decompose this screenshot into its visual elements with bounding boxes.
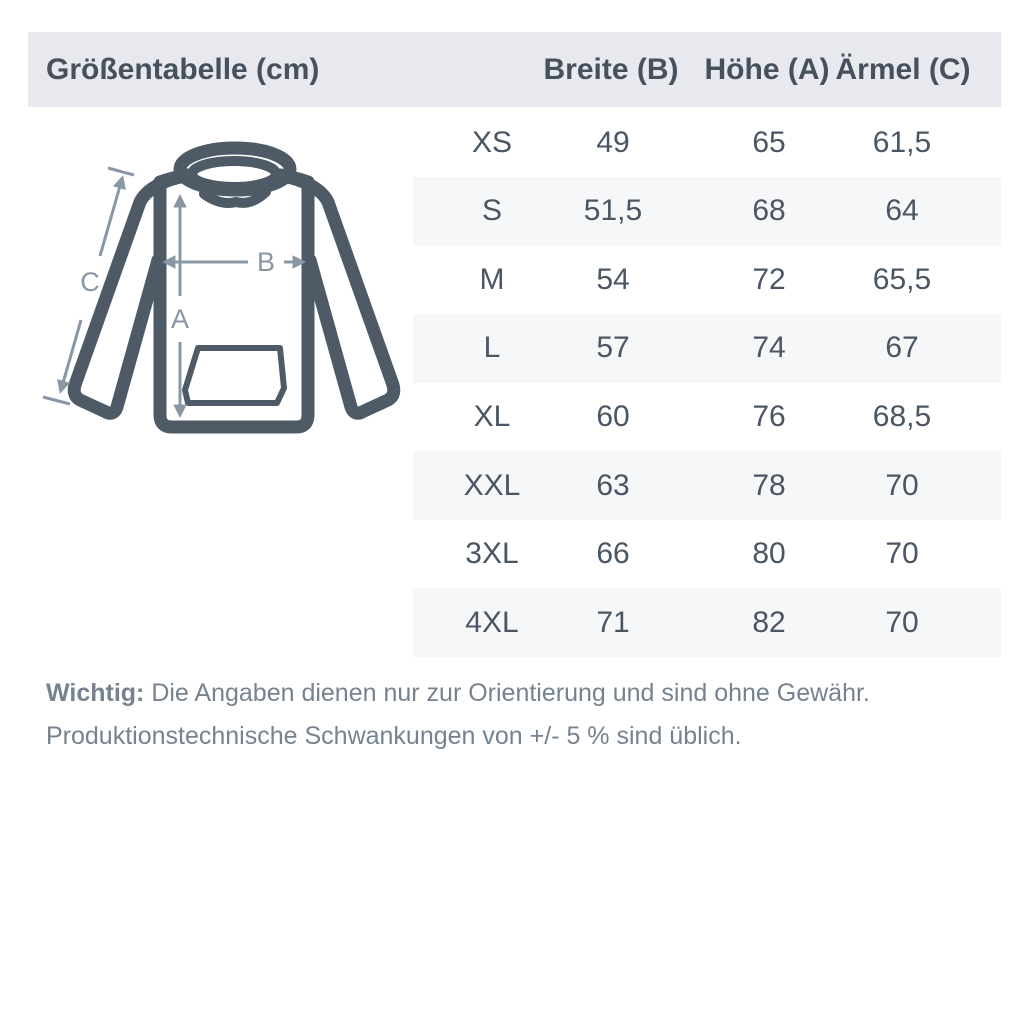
label-C: C (80, 267, 100, 297)
label-A: A (170, 304, 190, 334)
value-cell: 64 (885, 194, 919, 228)
disclaimer-text: Die Angaben dienen nur zur Orientierung und sind ohne Gewähr. Produktionstechnische Schwankungen von +/- 5 % sind üblich. (46, 679, 870, 750)
hoodie-diagram (40, 118, 420, 458)
size-row-3xl (413, 520, 1001, 589)
hoodie-sleeve-right (282, 176, 394, 413)
size-row-xs (413, 108, 1001, 177)
size-label: S (481, 194, 503, 228)
value-cell: 67 (885, 331, 919, 365)
value-cell: 80 (752, 537, 786, 571)
tick-C-bottom (43, 397, 70, 404)
value-cell: 74 (752, 331, 786, 365)
value-cell: 76 (752, 399, 786, 433)
value-cell: 71 (596, 605, 630, 639)
column-header-hoehe: Höhe (A) (704, 52, 830, 86)
size-label: XS (471, 125, 513, 159)
value-cell: 54 (596, 262, 630, 296)
table-header-band (28, 32, 1001, 107)
size-row-m (413, 245, 1001, 314)
value-cell: 72 (752, 262, 786, 296)
disclaimer-note (46, 672, 961, 758)
column-header-breite: Breite (B) (543, 52, 679, 86)
value-cell: 65,5 (872, 262, 932, 296)
value-cell: 51,5 (583, 194, 643, 228)
hoodie-outline (74, 148, 394, 427)
size-label: XXL (463, 468, 521, 502)
value-cell: 49 (596, 125, 630, 159)
value-cell: 68,5 (872, 399, 932, 433)
value-cell: 66 (596, 537, 630, 571)
column-header-aermel: Ärmel (C) (835, 52, 971, 86)
size-row-xl (413, 382, 1001, 451)
value-cell: 63 (596, 468, 630, 502)
tick-C-top (108, 168, 134, 175)
value-cell: 68 (752, 194, 786, 228)
value-cell: 70 (885, 605, 919, 639)
disclaimer-label: Wichtig: (46, 679, 145, 707)
value-cell: 65 (752, 125, 786, 159)
value-cell: 82 (752, 605, 786, 639)
size-row-s (413, 177, 1001, 246)
size-label: L (483, 331, 501, 365)
value-cell: 70 (885, 468, 919, 502)
size-label: 4XL (465, 605, 519, 639)
value-cell: 60 (596, 399, 630, 433)
hoodie-pocket (185, 348, 284, 403)
label-B: B (256, 247, 276, 277)
value-cell: 78 (752, 468, 786, 502)
size-row-4xl (413, 588, 1001, 657)
hood-inner-ring (192, 161, 276, 187)
page-title: Größentabelle (cm) (46, 52, 320, 86)
size-label: M (479, 262, 505, 296)
size-label: XL (473, 399, 511, 433)
value-cell: 57 (596, 331, 630, 365)
value-cell: 61,5 (872, 125, 932, 159)
size-row-xxl (413, 451, 1001, 520)
size-label: 3XL (465, 537, 519, 571)
value-cell: 70 (885, 537, 919, 571)
size-row-l (413, 314, 1001, 383)
